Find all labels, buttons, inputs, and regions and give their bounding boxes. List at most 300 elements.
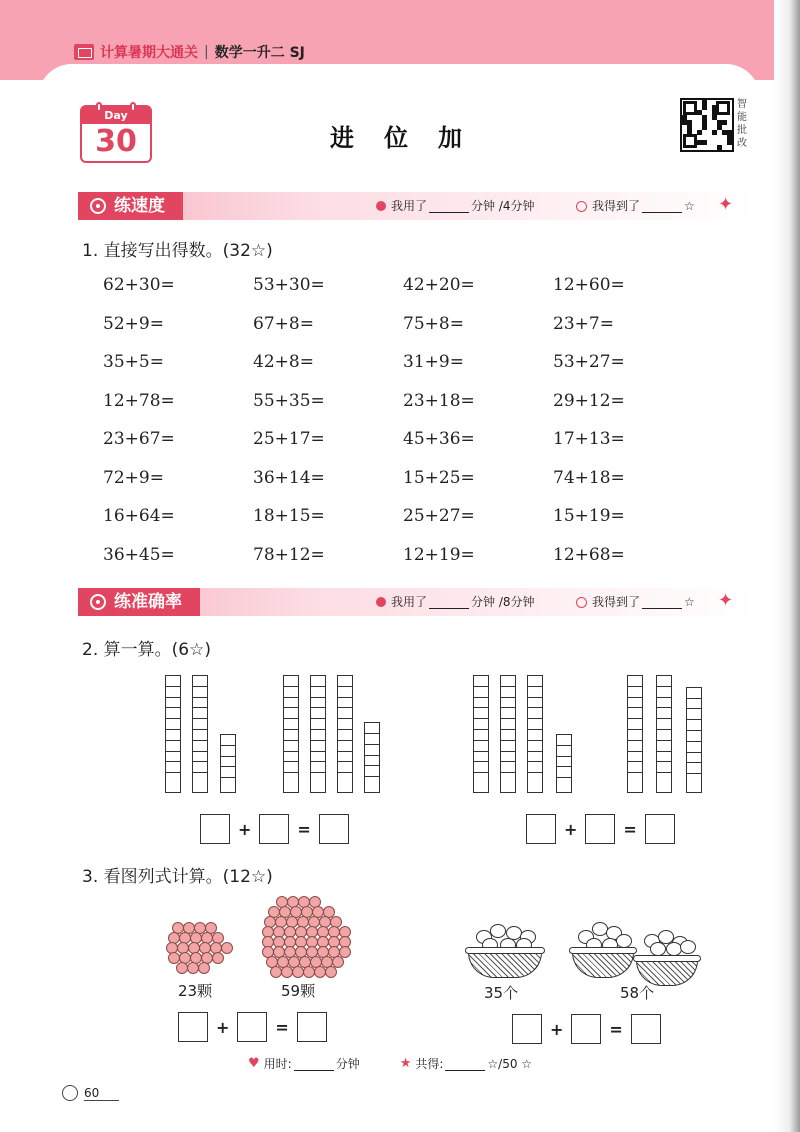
block-cell <box>311 741 325 752</box>
plus-sign: + <box>550 1019 564 1039</box>
block-cell <box>528 752 542 763</box>
block-cell <box>166 687 180 698</box>
block-cell <box>474 773 488 784</box>
equation: 45+36= <box>403 429 475 449</box>
equals-sign: = <box>275 1017 289 1037</box>
block-cell <box>338 762 352 773</box>
basket-bowl <box>468 952 542 978</box>
qr-finder <box>683 101 697 115</box>
heart-icon: ♥ <box>248 1056 260 1071</box>
block-cell <box>657 730 671 741</box>
block-cell <box>311 752 325 763</box>
question-text: 算一算。(6☆) <box>103 640 211 660</box>
section-tag-label: 练准确率 <box>114 592 182 612</box>
block-cell <box>528 741 542 752</box>
equation: 12+19= <box>403 544 475 565</box>
block-cell <box>687 699 701 710</box>
equation: 74+18= <box>553 467 625 488</box>
equation-row <box>103 463 703 502</box>
block-cell <box>311 719 325 730</box>
block-cell <box>193 719 207 730</box>
block-cell <box>166 730 180 741</box>
block-cell <box>284 741 298 752</box>
section-bar-speed <box>78 192 753 220</box>
page-sheet-top <box>38 64 760 104</box>
score-got <box>576 192 695 220</box>
basket-bowl <box>636 960 698 986</box>
block-cell <box>166 698 180 709</box>
block-cell <box>557 767 571 778</box>
qr-finder <box>683 134 697 148</box>
block-cell <box>338 773 352 784</box>
equation: 62+30= <box>103 275 175 295</box>
bead <box>198 962 210 974</box>
block-cell <box>501 762 515 773</box>
score-prefix: 我得到了 <box>592 595 641 609</box>
blank-equation-right <box>526 814 675 844</box>
unit-column <box>220 734 236 793</box>
block-cell <box>338 719 352 730</box>
block-cell <box>628 752 642 763</box>
block-cell <box>687 763 701 774</box>
unit-column <box>556 734 572 793</box>
score-blank[interactable] <box>642 199 682 213</box>
block-cell <box>474 752 488 763</box>
ten-rod <box>473 675 489 793</box>
score-suffix: ☆ <box>684 199 695 213</box>
block-cell <box>338 687 352 698</box>
block-cell <box>528 687 542 698</box>
footer-time-unit: 分钟 <box>335 1057 360 1071</box>
block-cell <box>311 676 325 687</box>
plus-sign: + <box>216 1017 230 1037</box>
footer-time <box>248 1055 360 1072</box>
basket-bowl <box>572 952 634 978</box>
header-separator: | <box>204 44 209 60</box>
qr-module <box>702 105 707 110</box>
block-cell <box>365 734 379 745</box>
book-header <box>74 40 305 64</box>
qr-module <box>717 145 722 150</box>
block-cell <box>365 745 379 756</box>
equation: 42+20= <box>403 275 475 295</box>
block-cell <box>338 752 352 763</box>
book-icon <box>74 44 94 60</box>
bead <box>325 966 337 978</box>
block-cell <box>221 778 235 789</box>
block-cell <box>528 773 542 784</box>
answer-box[interactable] <box>631 1014 661 1044</box>
block-cell <box>284 676 298 687</box>
equals-sign: = <box>609 1019 623 1039</box>
block-cell <box>474 719 488 730</box>
ten-rod <box>310 675 326 793</box>
equation-grid <box>103 270 703 578</box>
block-cell <box>657 708 671 719</box>
apple-icon <box>680 940 696 954</box>
question-number: 2. <box>82 640 99 660</box>
qr-module <box>727 140 732 145</box>
equation: 52+9= <box>103 313 164 334</box>
block-cell <box>193 762 207 773</box>
equation: 12+78= <box>103 390 175 411</box>
answer-box[interactable] <box>319 814 349 844</box>
ten-rod <box>283 675 299 793</box>
equation: 25+27= <box>403 506 475 526</box>
block-cell <box>193 752 207 763</box>
equation: 25+17= <box>253 429 325 449</box>
answer-box[interactable] <box>237 1012 267 1042</box>
star-icon: ★ <box>399 1056 412 1071</box>
block-cell <box>628 741 642 752</box>
block-cell <box>193 708 207 719</box>
equation: 75+8= <box>403 313 464 334</box>
apple-basket-one <box>468 916 542 978</box>
footer-total <box>400 1055 532 1072</box>
question-text: 看图列式计算。(12☆) <box>103 867 273 887</box>
equation-row <box>103 386 703 425</box>
block-cell <box>284 773 298 784</box>
block-cell <box>474 698 488 709</box>
block-cell <box>221 757 235 768</box>
block-cell <box>365 766 379 777</box>
block-cell <box>528 708 542 719</box>
time-blank[interactable] <box>429 199 469 213</box>
block-cell <box>657 698 671 709</box>
equation: 12+60= <box>553 275 625 295</box>
question-number: 3. <box>82 867 99 887</box>
block-cell <box>284 762 298 773</box>
block-cell <box>193 730 207 741</box>
block-cell <box>687 709 701 720</box>
block-cell <box>628 719 642 730</box>
block-cell <box>338 676 352 687</box>
block-cell <box>166 773 180 784</box>
score-blank[interactable] <box>642 595 682 609</box>
block-cell <box>284 730 298 741</box>
qr-side-text: 智能批改 <box>737 99 747 149</box>
day-badge <box>80 105 152 163</box>
basket-rim <box>465 947 545 954</box>
block-cell <box>501 741 515 752</box>
block-cell <box>528 730 542 741</box>
ten-rod <box>527 675 543 793</box>
calendar-ring-icon <box>96 102 102 112</box>
block-cell <box>501 773 515 784</box>
blank-equation-beads <box>178 1012 327 1042</box>
block-cell <box>338 730 352 741</box>
qr-module <box>697 130 702 135</box>
plus-sign: + <box>238 819 252 839</box>
apple-basket-two <box>572 916 634 978</box>
block-cell <box>166 752 180 763</box>
equation-row <box>103 270 703 309</box>
time-used <box>376 588 535 616</box>
block-cell <box>193 741 207 752</box>
page-number: 60 <box>84 1086 119 1101</box>
time-suffix: 分钟 /8分钟 <box>471 595 535 609</box>
equation: 12+68= <box>553 544 625 565</box>
score-got <box>576 588 695 616</box>
equation: 67+8= <box>253 313 314 334</box>
block-cell <box>501 752 515 763</box>
section-tag-label: 练速度 <box>114 196 165 216</box>
time-blank[interactable] <box>429 595 469 609</box>
unit-column <box>686 687 702 793</box>
block-cell <box>338 698 352 709</box>
block-cell <box>657 762 671 773</box>
apple-icon <box>650 942 666 956</box>
block-cell <box>311 762 325 773</box>
block-cell <box>628 676 642 687</box>
basket-rim <box>569 947 637 954</box>
equation: 29+12= <box>553 390 625 411</box>
question-number: 1. <box>82 241 99 261</box>
block-cell <box>501 687 515 698</box>
equation: 78+12= <box>253 544 325 565</box>
equals-sign: = <box>623 819 637 839</box>
block-cell <box>284 708 298 719</box>
equation: 17+13= <box>553 429 625 449</box>
ten-rod <box>500 675 516 793</box>
block-cell <box>557 778 571 789</box>
block-cell <box>474 676 488 687</box>
section-tag-speed <box>78 192 183 220</box>
clock-icon <box>376 201 386 211</box>
block-cell <box>501 708 515 719</box>
equation-row <box>103 347 703 386</box>
caption-beads-2: 59颗 <box>281 982 316 1000</box>
block-cell <box>166 676 180 687</box>
block-cell <box>657 719 671 730</box>
answer-box[interactable] <box>178 1012 208 1042</box>
block-cell <box>474 762 488 773</box>
check-icon <box>576 597 587 608</box>
block-cell <box>628 730 642 741</box>
block-cell <box>193 773 207 784</box>
answer-box[interactable] <box>526 814 556 844</box>
equation: 15+25= <box>403 467 475 488</box>
ten-rod <box>337 675 353 793</box>
block-cell <box>528 762 542 773</box>
equation: 72+9= <box>103 467 164 488</box>
block-cell <box>311 730 325 741</box>
equation: 23+7= <box>553 313 614 334</box>
block-cell <box>687 753 701 764</box>
block-cell <box>628 773 642 784</box>
equation-row <box>103 424 703 463</box>
footer-total-blank[interactable] <box>445 1057 485 1071</box>
block-cell <box>338 741 352 752</box>
block-cell <box>166 741 180 752</box>
answer-box[interactable] <box>297 1012 327 1042</box>
answer-box[interactable] <box>512 1014 542 1044</box>
answer-box[interactable] <box>645 814 675 844</box>
block-cell <box>628 687 642 698</box>
block-cell <box>528 676 542 687</box>
block-cell <box>166 762 180 773</box>
answer-box[interactable] <box>200 814 230 844</box>
caption-apples-1: 35个 <box>484 984 519 1002</box>
question-2-title <box>82 635 211 660</box>
star-icon: ✦ <box>718 590 734 611</box>
score-prefix: 我得到了 <box>592 199 641 213</box>
block-cell <box>221 746 235 757</box>
apple-icon <box>616 934 632 948</box>
block-cell <box>221 735 235 746</box>
block-cell <box>557 746 571 757</box>
equation: 53+27= <box>553 352 625 372</box>
page-number-area <box>62 1085 119 1101</box>
qr-code-icon[interactable] <box>680 98 734 152</box>
equation: 35+5= <box>103 352 164 372</box>
day-number: 30 <box>95 124 137 159</box>
equation: 36+45= <box>103 544 175 565</box>
blank-equation-left <box>200 814 349 844</box>
section-bar-accuracy <box>78 588 753 616</box>
block-cell <box>474 708 488 719</box>
block-cell <box>193 676 207 687</box>
block-cell <box>474 730 488 741</box>
block-cell <box>501 719 515 730</box>
footer-total-suffix: ☆/50 ☆ <box>487 1056 533 1071</box>
block-cell <box>687 720 701 731</box>
ten-rod <box>627 675 643 793</box>
equation: 18+15= <box>253 506 325 526</box>
block-cell <box>628 708 642 719</box>
question-text: 直接写出得数。(32☆) <box>103 241 273 261</box>
block-cell <box>687 731 701 742</box>
block-cell <box>193 687 207 698</box>
ten-rod <box>165 675 181 793</box>
block-cell <box>311 773 325 784</box>
section-tag-accuracy <box>78 588 200 616</box>
block-cell <box>687 742 701 753</box>
series-title: 计算暑期大通关 <box>100 45 198 61</box>
time-prefix: 我用了 <box>391 595 428 609</box>
subject-label: 数学一升二 SJ <box>214 45 305 61</box>
block-cell <box>311 708 325 719</box>
equation: 23+18= <box>403 390 475 411</box>
block-cell <box>365 723 379 734</box>
qr-module <box>722 120 727 125</box>
block-cell <box>284 698 298 709</box>
clock-icon <box>376 597 386 607</box>
equation: 55+35= <box>253 390 325 411</box>
bead <box>212 952 224 964</box>
block-cell <box>528 719 542 730</box>
caption-beads-1: 23颗 <box>178 982 213 1000</box>
page-title: 进位加 <box>330 124 492 152</box>
sun-icon <box>62 1085 78 1101</box>
block-cell <box>628 698 642 709</box>
block-cell <box>338 708 352 719</box>
footer-time-label: 用时: <box>263 1057 292 1071</box>
block-cell <box>365 777 379 788</box>
block-cell <box>501 730 515 741</box>
qr-module <box>712 130 717 135</box>
block-cell <box>284 752 298 763</box>
day-label: Day <box>82 107 150 124</box>
equation: 36+14= <box>253 467 325 488</box>
plus-sign: + <box>564 819 578 839</box>
apple-icon <box>490 924 506 938</box>
block-cell <box>221 767 235 778</box>
equation: 15+19= <box>553 506 625 526</box>
check-icon <box>576 201 587 212</box>
block-cell <box>657 676 671 687</box>
apple-basket-two-second <box>636 924 698 986</box>
footer-time-blank[interactable] <box>294 1057 334 1071</box>
equation-row <box>103 309 703 348</box>
answer-box[interactable] <box>571 1014 601 1044</box>
basket-rim <box>633 955 701 962</box>
qr-finder <box>716 101 730 115</box>
qr-module <box>702 140 707 145</box>
equation: 42+8= <box>253 352 314 372</box>
qr-module <box>702 125 707 130</box>
footer-summary <box>248 1055 572 1072</box>
block-cell <box>687 688 701 699</box>
question-1-title <box>82 236 273 261</box>
block-cell <box>311 687 325 698</box>
equation: 31+9= <box>403 352 464 372</box>
block-cell <box>166 719 180 730</box>
block-cell <box>528 698 542 709</box>
answer-box[interactable] <box>585 814 615 844</box>
calendar-ring-icon <box>130 102 136 112</box>
time-suffix: 分钟 /4分钟 <box>471 199 535 213</box>
block-cell <box>557 757 571 768</box>
block-cell <box>628 762 642 773</box>
star-icon: ✦ <box>718 194 734 215</box>
block-cell <box>657 752 671 763</box>
block-cell <box>474 741 488 752</box>
block-cell <box>311 698 325 709</box>
time-used <box>376 192 535 220</box>
block-cell <box>166 708 180 719</box>
question-3-title <box>82 862 273 887</box>
block-cell <box>284 687 298 698</box>
block-cell <box>284 719 298 730</box>
block-cell <box>687 774 701 785</box>
block-cell <box>557 735 571 746</box>
equation-row <box>103 501 703 540</box>
block-cell <box>657 773 671 784</box>
footer-total-label: 共得: <box>415 1057 444 1071</box>
equation: 53+30= <box>253 275 325 295</box>
bead <box>221 942 233 954</box>
block-cell <box>501 698 515 709</box>
equation-row <box>103 540 703 579</box>
ten-rod <box>192 675 208 793</box>
unit-column <box>364 722 380 793</box>
blank-equation-apples <box>512 1014 661 1044</box>
caption-apples-2: 58个 <box>620 984 655 1002</box>
block-cell <box>193 698 207 709</box>
time-prefix: 我用了 <box>391 199 428 213</box>
answer-box[interactable] <box>259 814 289 844</box>
block-cell <box>501 676 515 687</box>
equation: 23+67= <box>103 429 175 449</box>
block-cell <box>474 687 488 698</box>
page-edge-shadow <box>774 0 800 1132</box>
target-icon <box>90 594 106 610</box>
block-cell <box>657 741 671 752</box>
equals-sign: = <box>297 819 311 839</box>
equation: 16+64= <box>103 506 175 526</box>
block-cell <box>657 687 671 698</box>
